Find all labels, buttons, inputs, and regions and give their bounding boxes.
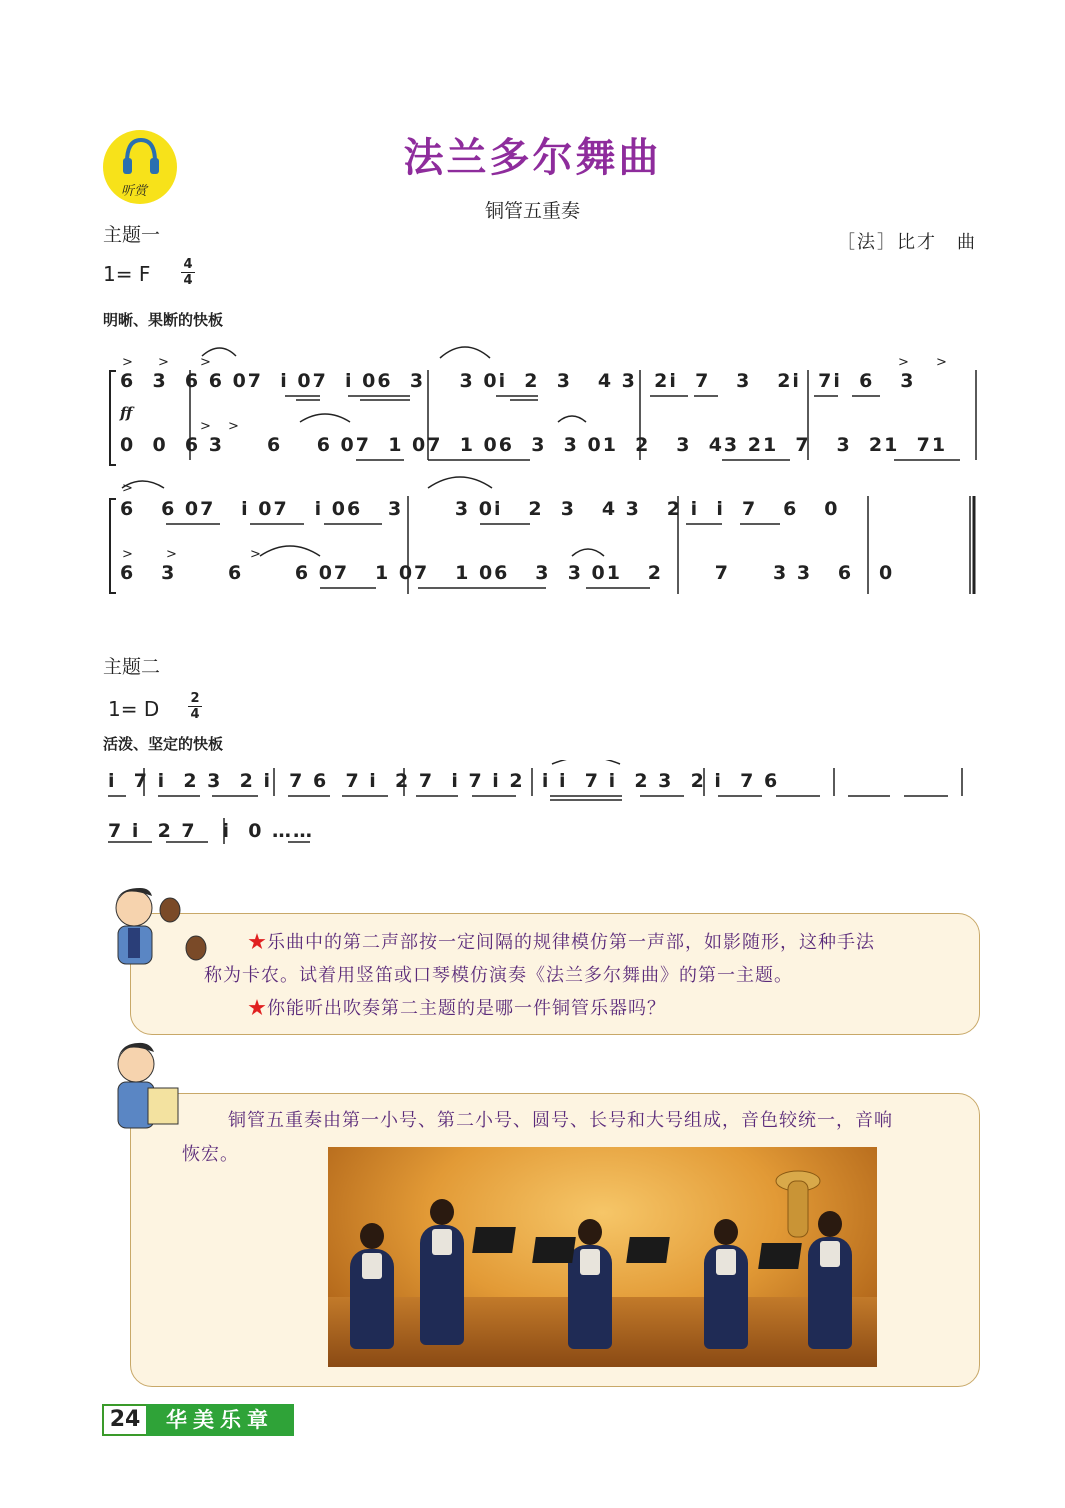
tip1-line3-text: 你能听出吹奏第二主题的是哪一件铜管乐器吗？: [267, 998, 666, 1019]
star-icon: ★: [248, 932, 267, 953]
svg-text:>: >: [122, 355, 133, 370]
system2-markings: [110, 470, 980, 610]
composer: ［法］比才 曲: [837, 232, 977, 253]
svg-text:>: >: [122, 481, 133, 496]
svg-text:>: >: [158, 355, 169, 370]
theme2-markings: [100, 760, 980, 850]
tip1-line1: [248, 926, 968, 959]
time-bottom: 4: [183, 273, 193, 288]
system2-upper-staff: 6 6 07 i 07 i 06 3 3 0i 2 3 4 3 2 i i 7 6 0: [120, 498, 840, 520]
time-bottom: 4: [190, 707, 200, 722]
system1-lower-staff: 0 0 6 3 6 6 07 1 07 1 06 3 3 01 2 3 43 21 7 3 21 71: [120, 434, 948, 456]
boy-with-book-illustration: [104, 1040, 184, 1140]
theme2-line2: 7 i 2 7 i 0 ……: [108, 820, 315, 842]
dynamics-mark: ff: [120, 404, 133, 422]
svg-text:>: >: [936, 355, 947, 370]
svg-text:>: >: [250, 547, 261, 562]
theme2-time-signature: [188, 692, 202, 721]
page-title: 法兰多尔舞曲: [403, 135, 662, 181]
system1-markings: [110, 340, 980, 480]
time-top: 4: [183, 257, 193, 272]
tip1-line3: [248, 992, 968, 1025]
theme2-key: 1= D: [108, 697, 160, 721]
badge-label: 听赏: [121, 184, 148, 199]
svg-text:>: >: [200, 419, 211, 434]
system2-lower-staff: 6 3 6 6 07 1 07 1 06 3 3 01 2 7 3 3 6 0: [120, 562, 895, 584]
time-top: 2: [190, 691, 200, 706]
brass-quintet-photo: [328, 1147, 877, 1367]
theme2-line1: i 7 i 2 3 2 i 7 6 7 i 2 7 i 7 i 2 i i 7 i 2 3 2 i 7 6: [108, 770, 780, 792]
svg-text:>: >: [166, 547, 177, 562]
theme2-tempo: 活泼、坚定的快板: [103, 735, 224, 753]
svg-text:>: >: [228, 419, 239, 434]
section-title: 华美乐章: [146, 1404, 294, 1436]
tip1-line1-text: 乐曲中的第二声部按一定间隔的规律模仿第一声部，如影随形，这种手法: [267, 932, 875, 953]
svg-text:>: >: [122, 547, 133, 562]
info-line1: 铜管五重奏由第一小号、第二小号、圆号、长号和大号组成，音色较统一，音响: [228, 1110, 893, 1131]
star-icon: ★: [248, 998, 267, 1019]
theme2-label: 主题二: [103, 656, 161, 678]
boy-with-maracas-illustration: [100, 886, 190, 976]
svg-text:>: >: [898, 355, 909, 370]
tip1-line2: 称为卡农。试着用竖笛或口琴模仿演奏《法兰多尔舞曲》的第一主题。: [204, 965, 793, 986]
theme1-time-signature: [181, 258, 195, 287]
page-number: 24: [102, 1404, 148, 1436]
theme1-label: 主题一: [103, 224, 161, 246]
theme1-key: 1= F: [103, 262, 151, 286]
subtitle: 铜管五重奏: [484, 200, 580, 222]
svg-text:>: >: [200, 355, 211, 370]
system1-upper-staff: 6 3 6 6 07 i 07 i 06 3 3 0i 2 3 4 3 2i 7 3 2i 7i 6 3: [120, 370, 916, 392]
info-line2: 恢宏。: [182, 1144, 239, 1165]
theme1-tempo: 明晰、果断的快板: [103, 311, 224, 329]
